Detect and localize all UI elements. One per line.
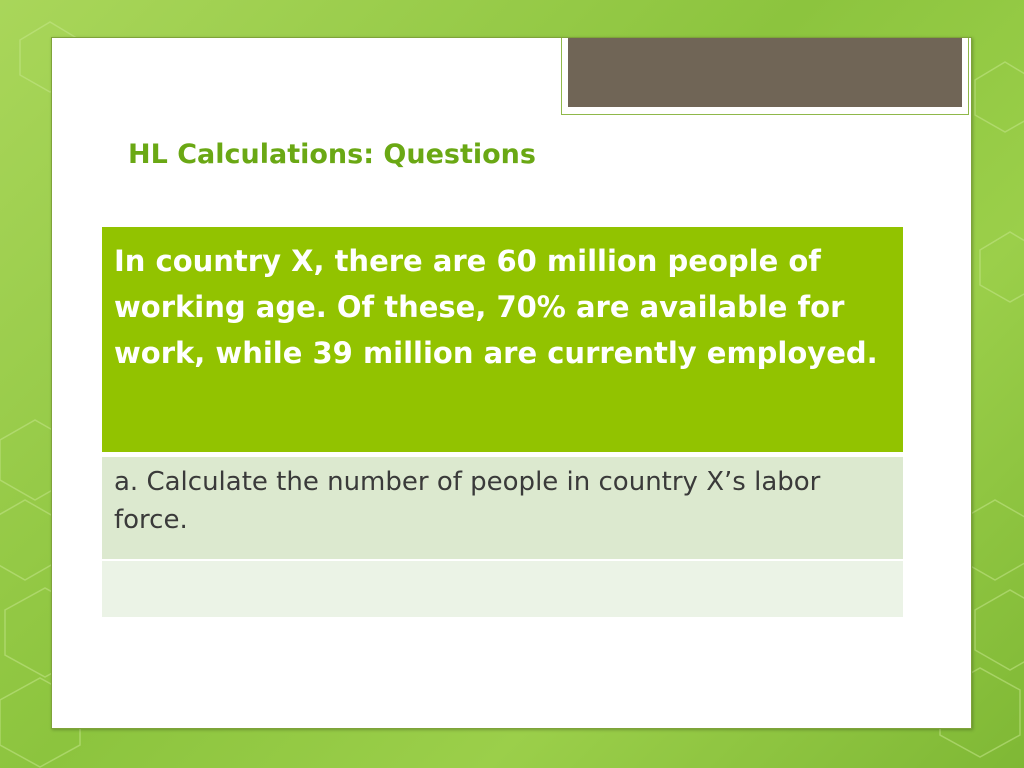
question-table (102, 227, 903, 617)
table-row-empty (102, 561, 903, 617)
table-header-cell: In country X, there are 60 million people of working age. Of these, 70% are available for work, while 39 million are currently employed. (102, 227, 903, 452)
accent-tab-fill (568, 38, 962, 107)
table-row-question-a: a. Calculate the number of people in country X’s labor force. (102, 457, 903, 559)
slide-title: HL Calculations: Questions (128, 139, 536, 170)
accent-tab (561, 38, 969, 115)
